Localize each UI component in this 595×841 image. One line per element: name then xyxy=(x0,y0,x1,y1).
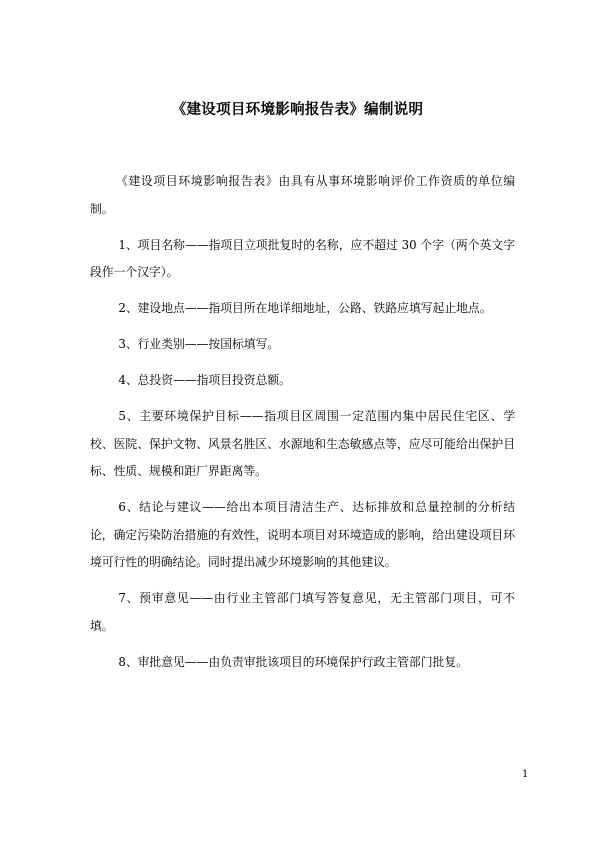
document-body xyxy=(90,168,515,685)
intro-paragraph: 《建设项目环境影响报告表》由具有从事环境影响评价工作资质的单位编制。 xyxy=(90,174,515,216)
item-industry-category: 3、行业类别——按国标填写。 xyxy=(118,337,280,351)
item-pre-review: 7、预审意见——由行业主管部门填写答复意见，无主管部门项目，可不填。 xyxy=(90,591,515,633)
item-approval: 8、审批意见——由负责审批该项目的环境保护行政主管部门批复。 xyxy=(118,654,468,669)
page-number: 1 xyxy=(522,769,529,780)
page-title: 《建设项目环境影响报告表》编制说明 xyxy=(171,102,424,118)
item-conclusions: 6、结论与建议——给出本项目清洁生产、达标排放和总量控制的分析结论，确定污染防治措施的有效性，说明本项目对环境造成的影响，给出建设项目环境可行性的明确结论。同时提出减少环境影响的其他建议。 xyxy=(90,500,515,569)
item-total-investment: 4、总投资——指项目投资总额。 xyxy=(118,373,291,387)
item-protection-targets: 5、主要环境保护目标——指项目区周围一定范围内集中居民住宅区、学校、医院、保护文物、风景名胜区、水源地和生态敏感点等，应尽可能给出保护目标、性质、规模和距厂界距离等。 xyxy=(90,409,515,478)
item-construction-site: 2、建设地点——指项目所在地详细地址，公路、铁路应填写起止地点。 xyxy=(118,301,492,315)
item-project-name: 1、项目名称——指项目立项批复时的名称，应不超过 30 个字（两个英文字段作一个汉字）。 xyxy=(90,237,515,279)
